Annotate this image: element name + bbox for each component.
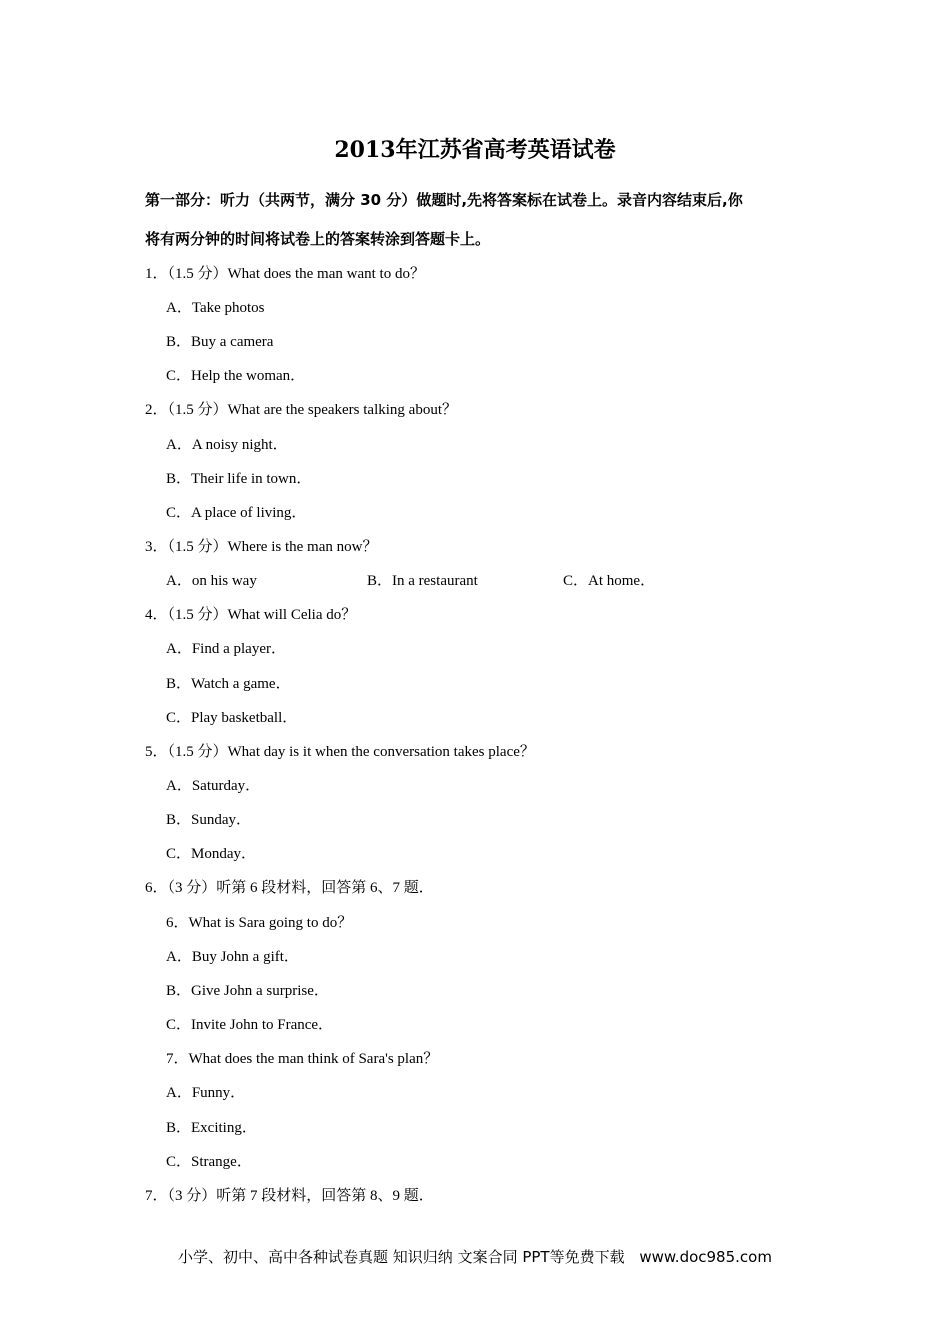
- section-intro-line-2: 将有两分钟的时间将试卷上的答案转涂到答题卡上。: [145, 230, 491, 248]
- question-5-option-a: A．Saturday．: [166, 778, 261, 794]
- question-1-option-a: A．Take photos: [166, 300, 265, 316]
- subquestion-7-option-a: A．Funny．: [166, 1085, 246, 1101]
- question-4-option-a: A．Find a player．: [166, 641, 286, 657]
- subquestion-7: 7．What does the man think of Sara's plan？: [166, 1051, 439, 1067]
- subquestion-6-option-b: B．Give John a surprise．: [166, 983, 329, 999]
- subquestion-6-option-a: A．Buy John a gift．: [166, 949, 299, 965]
- question-2-option-b: B．Their life in town．: [166, 471, 312, 487]
- question-1: 1．（1.5 分）What does the man want to do？: [145, 266, 425, 282]
- question-2-option-a: A．A noisy night．: [166, 437, 288, 453]
- subquestion-6-option-c: C．Invite John to France．: [166, 1017, 334, 1033]
- question-5: 5．（1.5 分）What day is it when the conversation takes place？: [145, 744, 535, 760]
- question-5-option-c: C．Monday．: [166, 846, 257, 862]
- subquestion-7-option-c: C．Strange．: [166, 1154, 252, 1170]
- question-5-option-b: B．Sunday．: [166, 812, 252, 828]
- question-1-option-b: B．Buy a camera: [166, 334, 274, 350]
- question-4-option-b: B．Watch a game．: [166, 676, 291, 692]
- question-3-option-a: A．on his way: [166, 573, 257, 589]
- question-1-option-c: C．Help the woman．: [166, 368, 306, 384]
- document-title: 2013年江苏省高考英语试卷: [334, 137, 616, 163]
- question-7: 7．（3 分）听第 7 段材料，回答第 8、9 题．: [145, 1188, 434, 1204]
- question-3-option-c: C．At home．: [563, 573, 656, 589]
- footer-url-link[interactable]: www.doc985.com: [639, 1248, 772, 1266]
- question-2: 2．（1.5 分）What are the speakers talking about？: [145, 402, 457, 418]
- subquestion-6: 6．What is Sara going to do？: [166, 915, 353, 931]
- subquestion-7-option-b: B．Exciting．: [166, 1120, 257, 1136]
- footer-text: 小学、初中、高中各种试卷真题 知识归纳 文案合同 PPT等免费下载: [178, 1248, 625, 1266]
- question-4: 4．（1.5 分）What will Celia do？: [145, 607, 357, 623]
- question-4-option-c: C．Play basketball．: [166, 710, 298, 726]
- question-2-option-c: C．A place of living．: [166, 505, 307, 521]
- question-6: 6．（3 分）听第 6 段材料，回答第 6、7 题．: [145, 880, 434, 896]
- question-3: 3．（1.5 分）Where is the man now？: [145, 539, 378, 555]
- question-3-option-b: B．In a restaurant: [367, 573, 478, 589]
- page-footer: [0, 1246, 950, 1267]
- section-intro-line-1: 第一部分：听力（共两节，满分 30 分）做题时,先将答案标在试卷上。录音内容结束后,你: [145, 191, 743, 209]
